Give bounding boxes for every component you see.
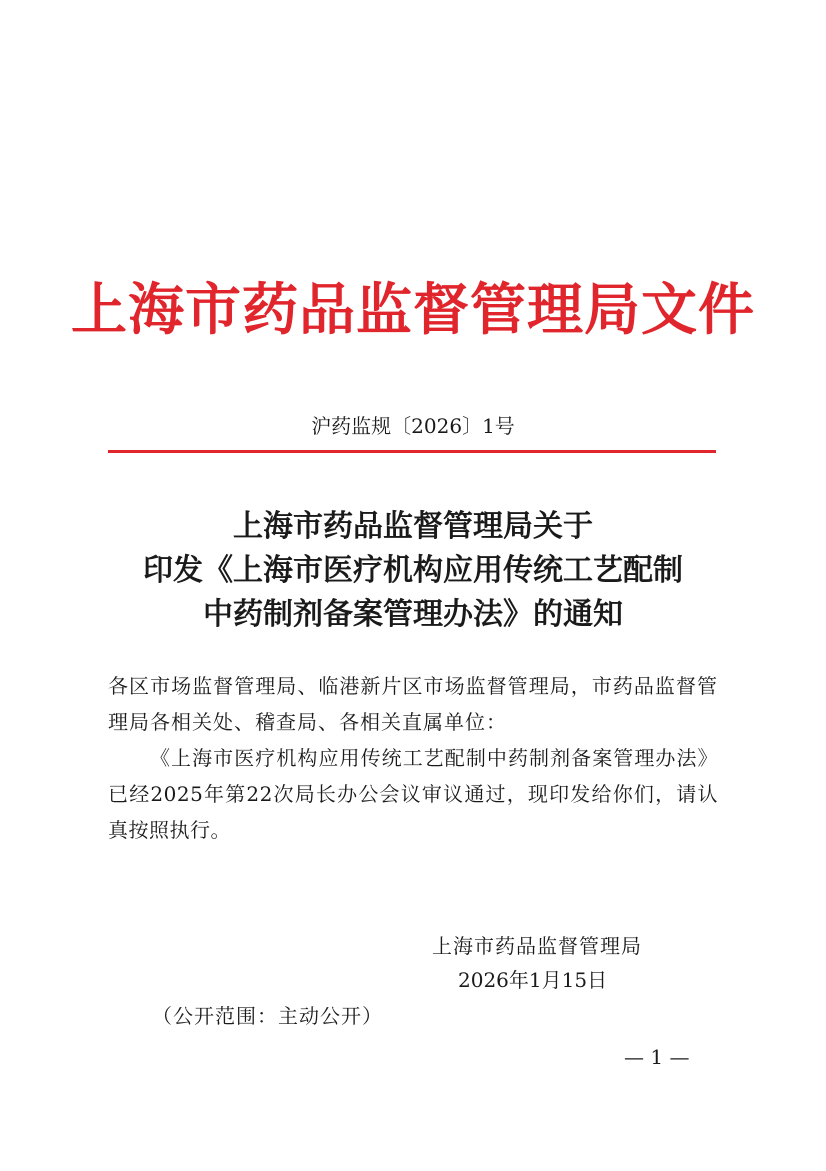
document-title-line-1: 上海市药品监督管理局关于 [233, 509, 593, 544]
page-number: — 1 — [624, 1045, 690, 1069]
document-title-line-3: 中药制剂备案管理办法》的通知 [203, 597, 623, 632]
masthead-title: 上海市药品监督管理局文件 [71, 277, 755, 343]
body-paragraph: 《上海市医疗机构应用传统工艺配制中药制剂备案管理办法》已经2025年第22次局长办公会议审议通过，现印发给你们，请认真按照执行。 [108, 746, 718, 842]
addressee-paragraph: 各区市场监督管理局、临港新片区市场监督管理局，市药品监督管理局各相关处、稽查局、各相关直属单位： [108, 674, 718, 734]
document-title-line-2: 印发《上海市医疗机构应用传统工艺配制 [143, 553, 683, 588]
issue-date: 2026年1月15日 [458, 968, 608, 992]
document-number: 沪药监规〔2026〕1号 [311, 414, 515, 438]
red-separator-rule [108, 450, 716, 453]
disclosure-scope: （公开范围：主动公开） [152, 1004, 383, 1028]
document-title [0, 505, 826, 637]
issuing-authority: 上海市药品监督管理局 [432, 934, 642, 958]
